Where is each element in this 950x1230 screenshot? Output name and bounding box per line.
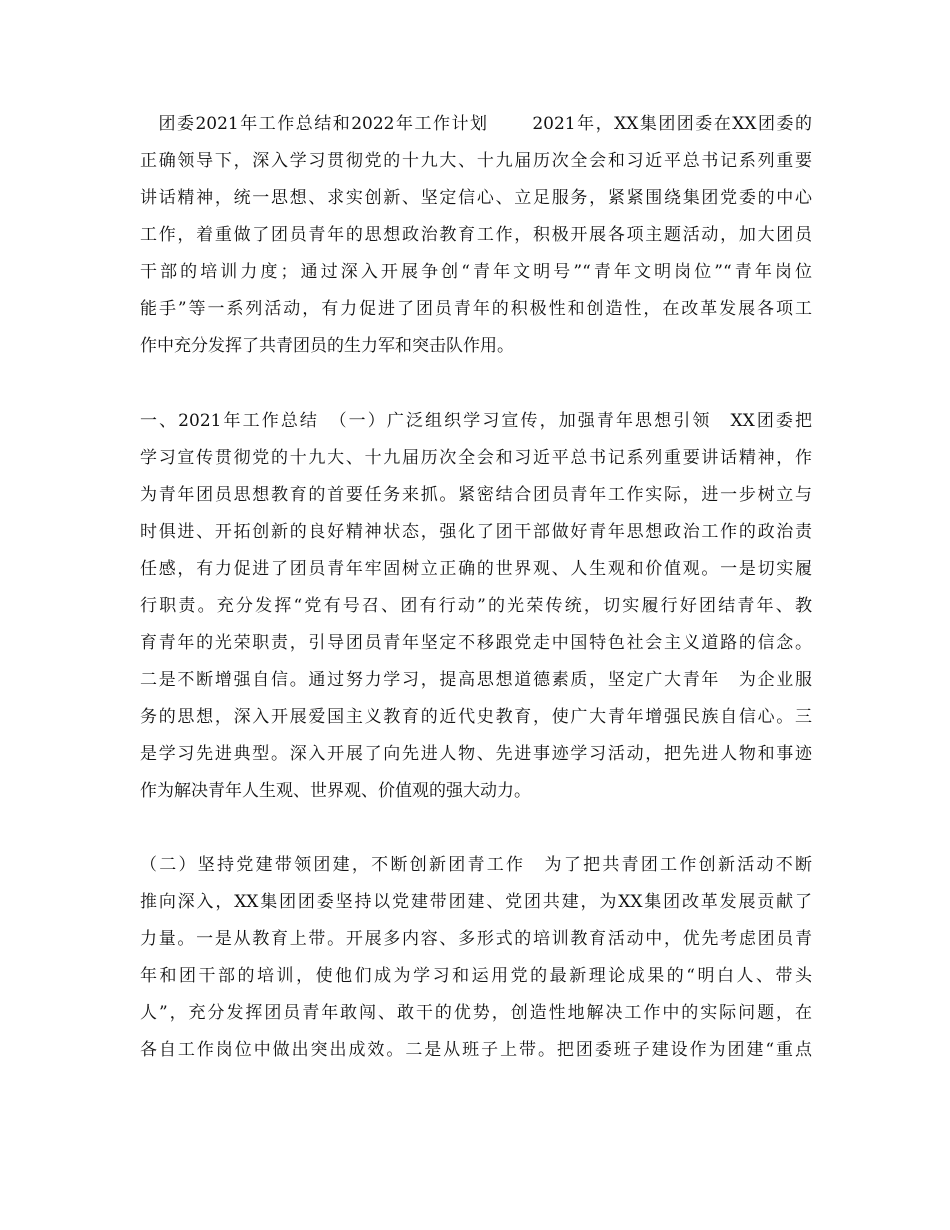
text-line: 作中充分发挥了共青团员的生力军和突击队作用。 (140, 336, 514, 356)
text-line: 学习宣传贯彻党的十九大、十九届历次全会和习近平总书记系列重要讲话精神，作 (140, 448, 812, 468)
text-line: 力量。一是从教育上带。开展多内容、多形式的培训教育活动中，优先考虑团员青 (140, 929, 812, 949)
text-line: 能手”等一系列活动，有力促进了团员青年的积极性和创造性，在改革发展各项工 (140, 299, 812, 319)
text-line: 各自工作岗位中做出突出成效。二是从班子上带。把团委班子建设作为团建“重点 (140, 1040, 812, 1060)
text-line: 为青年团员思想教育的首要任务来抓。紧密结合团员青年工作实际，进一步树立与 (140, 485, 812, 505)
text-line: 年和团干部的培训，使他们成为学习和运用党的最新理论成果的“明白人、带头 (140, 966, 812, 986)
text-line: 一、2021年工作总结 （一）广泛组织学习宣传，加强青年思想引领 XX团委把 (140, 411, 812, 431)
text-line: 干部的培训力度；通过深入开展争创“青年文明号”“青年文明岗位”“青年岗位 (140, 262, 812, 282)
text-line: 任感，有力促进了团员青年牢固树立正确的世界观、人生观和价值观。一是切实履 (140, 559, 812, 579)
text-line: 时俱进、开拓创新的良好精神状态，强化了团干部做好青年思想政治工作的政治责 (140, 522, 812, 542)
text-line: 团委2021年工作总结和2022年工作计划 2021年，XX集团团委在XX团委的 (140, 114, 812, 134)
text-line: 推向深入，XX集团团委坚持以党建带团建、党团共建，为XX集团改革发展贡献了 (140, 892, 812, 912)
text-line: 二是不断增强自信。通过努力学习，提高思想道德素质，坚定广大青年 为企业服 (140, 670, 812, 690)
text-line: 务的思想，深入开展爱国主义教育的近代史教育，使广大青年增强民族自信心。三 (140, 707, 812, 727)
text-line: （二）坚持党建带领团建，不断创新团青工作 为了把共青团工作创新活动不断 (140, 855, 812, 875)
text-line: 人”，充分发挥团员青年敢闯、敢干的优势，创造性地解决工作中的实际问题，在 (140, 1003, 812, 1023)
text-line: 是学习先进典型。深入开展了向先进人物、先进事迹学习活动，把先进人物和事迹 (140, 744, 812, 764)
text-line: 作为解决青年人生观、世界观、价值观的强大动力。 (140, 781, 531, 801)
text-line: 讲话精神，统一思想、求实创新、坚定信心、立足服务，紧紧围绕集团党委的中心 (140, 188, 812, 208)
text-line: 育青年的光荣职责，引导团员青年坚定不移跟党走中国特色社会主义道路的信念。 (140, 633, 812, 653)
text-line: 工作，着重做了团员青年的思想政治教育工作，积极开展各项主题活动，加大团员 (140, 225, 812, 245)
text-line: 行职责。充分发挥“党有号召、团有行动”的光荣传统，切实履行好团结青年、教 (140, 596, 812, 616)
text-line: 正确领导下，深入学习贯彻党的十九大、十九届历次全会和习近平总书记系列重要 (140, 151, 812, 171)
